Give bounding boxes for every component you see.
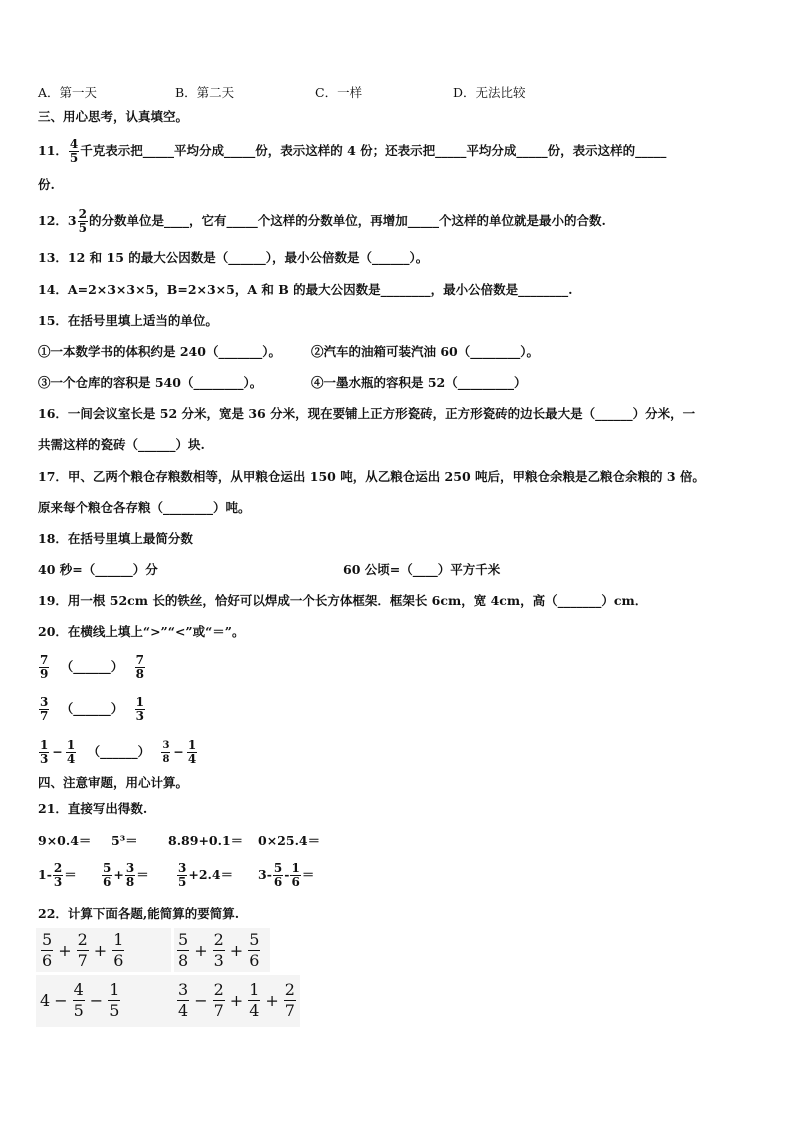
question-19: 19．用一根 52cm 长的铁丝，恰好可以焊成一个长方体框架．框架长 6cm，宽 4cm，高（_______）cm． (38, 593, 648, 608)
fraction: $\frac{5}{6}$ (273, 861, 283, 889)
question-18: 18．在括号里填上最简分数 (38, 531, 193, 546)
question-15: 15．在括号里填上适当的单位。 (38, 313, 218, 328)
q21-expr-7: $\frac{3}{5}$ +2.4＝ (178, 861, 234, 889)
q21-expr-4: 0×25.4＝ (258, 833, 321, 848)
question-12 (38, 204, 606, 238)
section-3-heading: 三、用心思考，认真填空。 (38, 109, 189, 124)
fraction: $\frac{1}{3}$ (40, 738, 49, 766)
question-11-cont: 份. (38, 177, 55, 192)
option-c: C．一样 (315, 85, 363, 100)
fraction: $\frac{3}{7}$ (40, 695, 49, 723)
fraction: $\frac{2}{3}$ (53, 861, 63, 889)
question-16-cont: 共需这样的瓷砖（______）块. (38, 437, 205, 452)
question-14: 14．A=2×3×3×5，B=2×3×5，A 和 B 的最大公因数是________，最小公倍数是________. (38, 282, 573, 297)
fraction: $\frac{1}{4}$ (66, 738, 76, 766)
fraction: $\frac{7}{8}$ (135, 653, 144, 681)
fraction: $\frac{3}{8}$ (125, 861, 135, 889)
option-a: A．第一天 (38, 85, 98, 100)
fraction: $\frac{7}{9}$ (40, 653, 49, 681)
q11-text: 千克表示把_____平均分成_____份，表示这样的 4 份；还表示把_____平均分成_____份，表示这样的_____ (80, 143, 667, 158)
question-17-cont: 原来每个粮仓各存粮（________）吨。 (38, 500, 251, 515)
answer-blank[interactable]: （______） (60, 659, 124, 674)
q21-expr-6: $\frac{5}{6}$ + $\frac{3}{8}$ ＝ (103, 861, 149, 889)
q20-row-2 (38, 692, 146, 726)
q20-row-1 (38, 650, 146, 684)
question-13: 13．12 和 15 的最大公因数是（______），最小公倍数是（______）。 (38, 250, 429, 265)
q11-number: 11． (38, 143, 68, 158)
q18-item-b: 60 公顷=（____）平方千米 (343, 562, 501, 577)
answer-blank[interactable]: （______） (60, 701, 124, 716)
option-d: D．无法比较 (453, 85, 526, 100)
q11-fraction: $\frac{4}{5}$ (69, 137, 79, 165)
fraction: $\frac{1}{3}$ (135, 695, 144, 723)
question-16: 16．一间会议室长是 52 分米，宽是 36 分米，现在要铺上正方形瓷砖，正方形瓷砖的边长最大是（______）分米，一 (38, 406, 696, 421)
q18-item-a: 40 秒=（______）分 (38, 562, 158, 577)
fraction: $\frac{5}{6}$ (103, 861, 112, 889)
fraction: $\frac{3}{8}$ (162, 740, 170, 765)
q15-item-1: ①一本数学书的体积约是 240（_______）。 (38, 344, 281, 359)
fraction: $\frac{1}{6}$ (291, 861, 300, 889)
fraction: $\frac{3}{5}$ (178, 861, 187, 889)
q22-expr-2: $\frac{5}{8}$ + $\frac{2}{3}$ + $\frac{5}{6}$ (178, 930, 260, 970)
q12-text: 的分数单位是____，它有_____个这样的分数单位，再增加_____个这样的单位就是最小的合数. (88, 213, 606, 228)
q21-expr-2: 5³＝ (111, 833, 138, 848)
q20-row-3 (38, 735, 198, 769)
q22-expr-1: $\frac{5}{6}$ + $\frac{2}{7}$ + $\frac{1}{6}$ (42, 930, 124, 970)
option-b: B．第二天 (175, 85, 235, 100)
q15-item-4: ④一墨水瓶的容积是 52（_________） (311, 375, 527, 390)
question-17: 17．甲、乙两个粮仓存粮数相等，从甲粮仓运出 150 吨，从乙粮仓运出 250 吨后，甲粮仓余粮是乙粮仓余粮的 3 倍。 (38, 469, 705, 484)
section-4-heading: 四、注意审题，用心计算。 (38, 775, 189, 790)
q15-item-2: ②汽车的油箱可装汽油 60（________）。 (311, 344, 539, 359)
q12-fraction: $\frac{2}{5}$ (78, 207, 87, 235)
q22-expr-4: $\frac{3}{4}$ − $\frac{2}{7}$ + $\frac{1}{4}$ + $\frac{2}{7}$ (178, 980, 295, 1020)
q21-expr-5: 1- $\frac{2}{3}$ ＝ (38, 861, 77, 889)
answer-blank[interactable]: （______） (87, 744, 151, 759)
minus-sign: − (52, 744, 63, 759)
question-22: 22．计算下面各题,能简算的要简算. (38, 906, 240, 921)
question-11 (38, 134, 666, 168)
q22-expr-3: 4 − $\frac{4}{5}$ − $\frac{1}{5}$ (40, 980, 120, 1020)
q12-whole: 3 (67, 213, 77, 228)
question-20: 20．在横线上填上“>”“<”或“＝”。 (38, 624, 245, 639)
fraction: $\frac{1}{4}$ (187, 738, 197, 766)
q12-number: 12． (38, 213, 68, 228)
q15-item-3: ③一个仓库的容积是 540（________）。 (38, 375, 263, 390)
q21-expr-1: 9×0.4＝ (38, 833, 92, 848)
q21-expr-8: 3- $\frac{5}{6}$ - $\frac{1}{6}$ ＝ (258, 861, 315, 889)
minus-sign: − (173, 744, 184, 759)
q21-expr-3: 8.89+0.1＝ (168, 833, 244, 848)
question-21: 21．直接写出得数. (38, 801, 148, 816)
